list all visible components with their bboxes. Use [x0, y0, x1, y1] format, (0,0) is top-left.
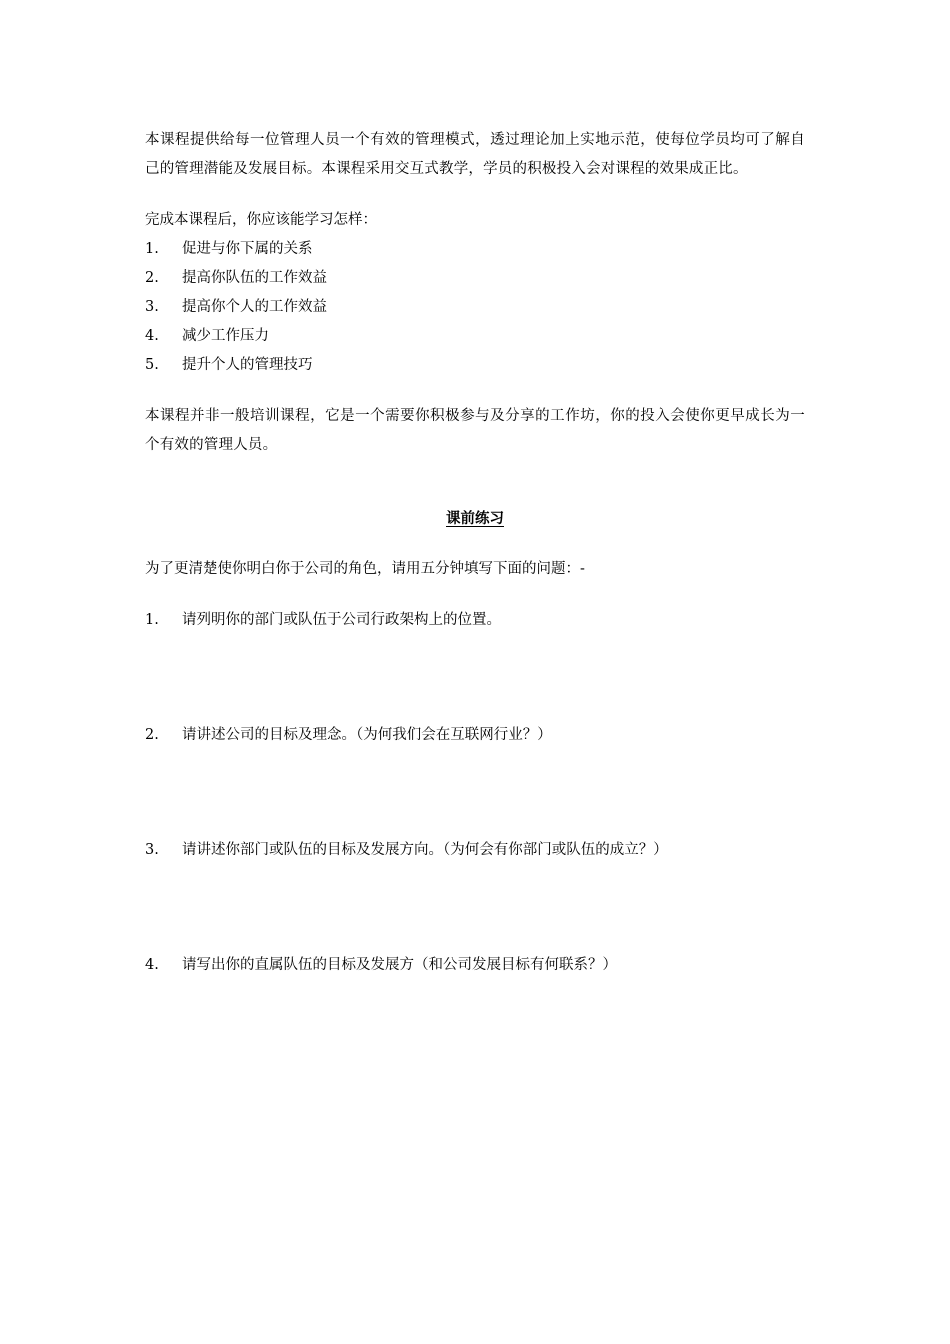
spacer: [145, 184, 805, 206]
question-number: 1.: [145, 612, 159, 628]
list-item: [145, 293, 805, 322]
list-item: [145, 235, 805, 264]
spacer: [145, 584, 805, 606]
exercise-instruction: 为了更清楚使你明白你于公司的角色，请用五分钟填写下面的问题：-: [145, 561, 585, 577]
intro-paragraph: 本课程提供给每一位管理人员一个有效的管理模式，透过理论加上实地示范，使每位学员均可了解自己的管理潜能及发展目标。本课程采用交互式教学，学员的积极投入会对课程的效果成正比。: [145, 132, 805, 177]
spacer: [145, 460, 805, 504]
question-number: 2.: [145, 727, 159, 743]
question-text: 请讲述公司的目标及理念。（为何我们会在互联网行业？）: [182, 727, 552, 743]
answer-space[interactable]: [145, 865, 805, 951]
list-item: [145, 351, 805, 380]
answer-space[interactable]: [145, 750, 805, 836]
list-item-text: 提高你个人的工作效益: [182, 299, 327, 315]
exercise-title: 课前练习: [446, 510, 504, 527]
list-item-text: 提高你队伍的工作效益: [182, 270, 327, 286]
page-content: [145, 126, 805, 980]
list-item-number: 3.: [145, 299, 159, 315]
question-item: [145, 951, 805, 980]
question-text: 请列明你的部门或队伍于公司行政架构上的位置。: [182, 612, 501, 628]
list-item-text: 促进与你下属的关系: [182, 241, 313, 257]
spacer: [145, 533, 805, 555]
question-item: [145, 836, 805, 865]
spacer: [145, 380, 805, 402]
list-item-number: 5.: [145, 357, 159, 373]
list-item-number: 4.: [145, 328, 159, 344]
list-item: [145, 264, 805, 293]
question-item: [145, 721, 805, 750]
list-item-number: 2.: [145, 270, 159, 286]
answer-space[interactable]: [145, 635, 805, 721]
list-item-text: 提升个人的管理技巧: [182, 357, 313, 373]
question-item: [145, 606, 805, 635]
note-paragraph: 本课程并非一般培训课程，它是一个需要你积极参与及分享的工作坊，你的投入会使你更早成长为一个有效的管理人员。: [145, 408, 805, 453]
objectives-list: [145, 235, 805, 380]
list-item-text: 减少工作压力: [182, 328, 269, 344]
question-text: 请讲述你部门或队伍的目标及发展方向。（为何会有你部门或队伍的成立？）: [182, 842, 668, 858]
question-number: 3.: [145, 842, 159, 858]
objectives-lead: 完成本课程后，你应该能学习怎样：: [145, 212, 377, 228]
question-text: 请写出你的直属队伍的目标及发展方（和公司发展目标有何联系？）: [182, 957, 617, 973]
list-item-number: 1.: [145, 241, 159, 257]
question-number: 4.: [145, 957, 159, 973]
list-item: [145, 322, 805, 351]
